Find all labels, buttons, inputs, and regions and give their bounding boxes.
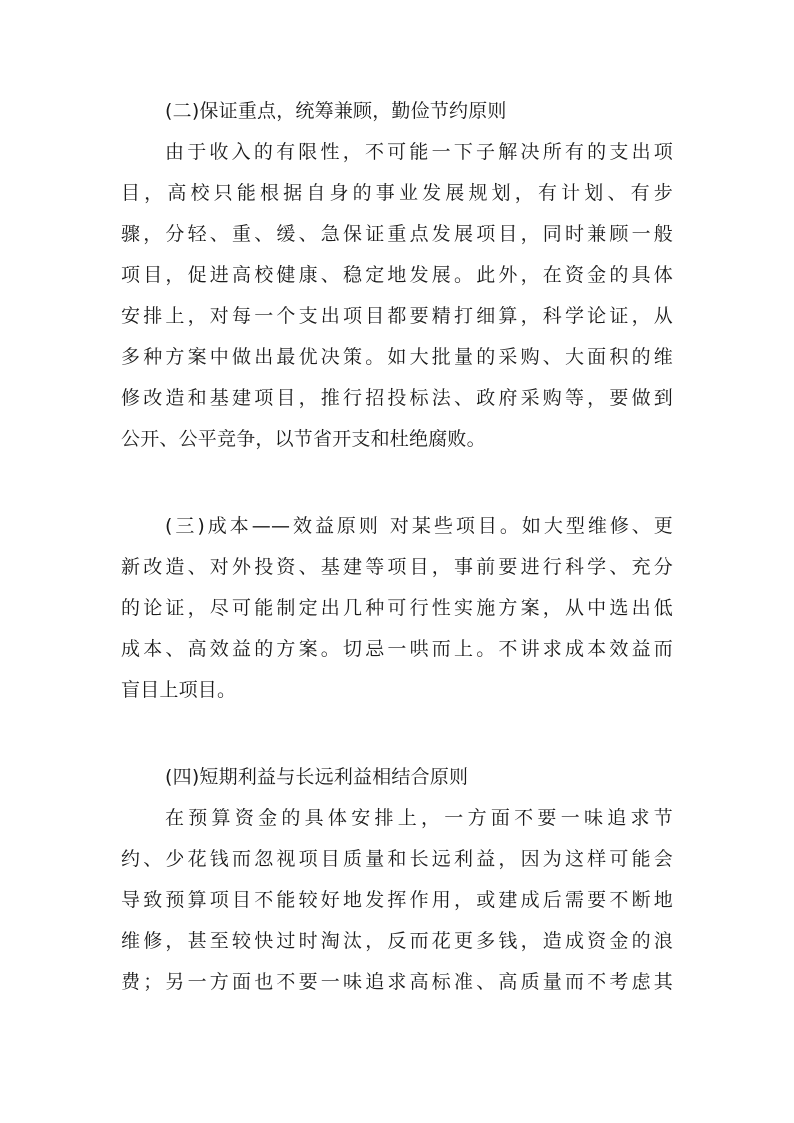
paragraph-line: 成本、高效益的方案。切忌一哄而上。不讲求成本效益而 bbox=[121, 638, 673, 660]
paragraph-line: 新改造、对外投资、基建等项目，事前要进行科学、充分 bbox=[121, 556, 673, 578]
paragraph-line: 骤，分轻、重、缓、急保证重点发展项目，同时兼顾一般 bbox=[121, 223, 673, 245]
paragraph-line: 公开、公平竞争，以节省开支和杜绝腐败。 bbox=[121, 428, 486, 450]
paragraph-line: 维修，甚至较快过时淘汰，反而花更多钱，造成资金的浪 bbox=[121, 930, 673, 952]
paragraph-line: 的论证，尽可能制定出几种可行性实施方案，从中选出低 bbox=[121, 597, 673, 619]
paragraph-line: 在预算资金的具体安排上，一方面不要一味追求节 bbox=[165, 807, 673, 829]
paragraph-line: 盲目上项目。 bbox=[121, 679, 237, 701]
paragraph-line: 费；另一方面也不要一味追求高标准、高质量而不考虑其 bbox=[121, 971, 673, 993]
section-heading: (四)短期利益与长远利益相结合原则 bbox=[165, 766, 469, 788]
paragraph-line: 目，高校只能根据自身的事业发展规划，有计划、有步 bbox=[121, 182, 673, 204]
paragraph-line: 约、少花钱而忽视项目质量和长远利益，因为这样可能会 bbox=[121, 848, 673, 870]
paragraph-line: 安排上，对每一个支出项目都要精打细算，科学论证，从 bbox=[121, 305, 673, 327]
paragraph-line: 多种方案中做出最优决策。如大批量的采购、大面积的维 bbox=[121, 346, 673, 368]
paragraph-line: (三)成本——效益原则 对某些项目。如大型维修、更 bbox=[165, 515, 673, 537]
paragraph-line: 修改造和基建项目，推行招投标法、政府采购等，要做到 bbox=[121, 387, 673, 409]
paragraph-line: 由于收入的有限性，不可能一下子解决所有的支出项 bbox=[165, 141, 673, 163]
section-heading: (二)保证重点，统筹兼顾，勤俭节约原则 bbox=[165, 100, 507, 122]
paragraph-line: 项目，促进高校健康、稳定地发展。此外，在资金的具体 bbox=[121, 264, 673, 286]
paragraph-line: 导致预算项目不能较好地发挥作用，或建成后需要不断地 bbox=[121, 889, 673, 911]
